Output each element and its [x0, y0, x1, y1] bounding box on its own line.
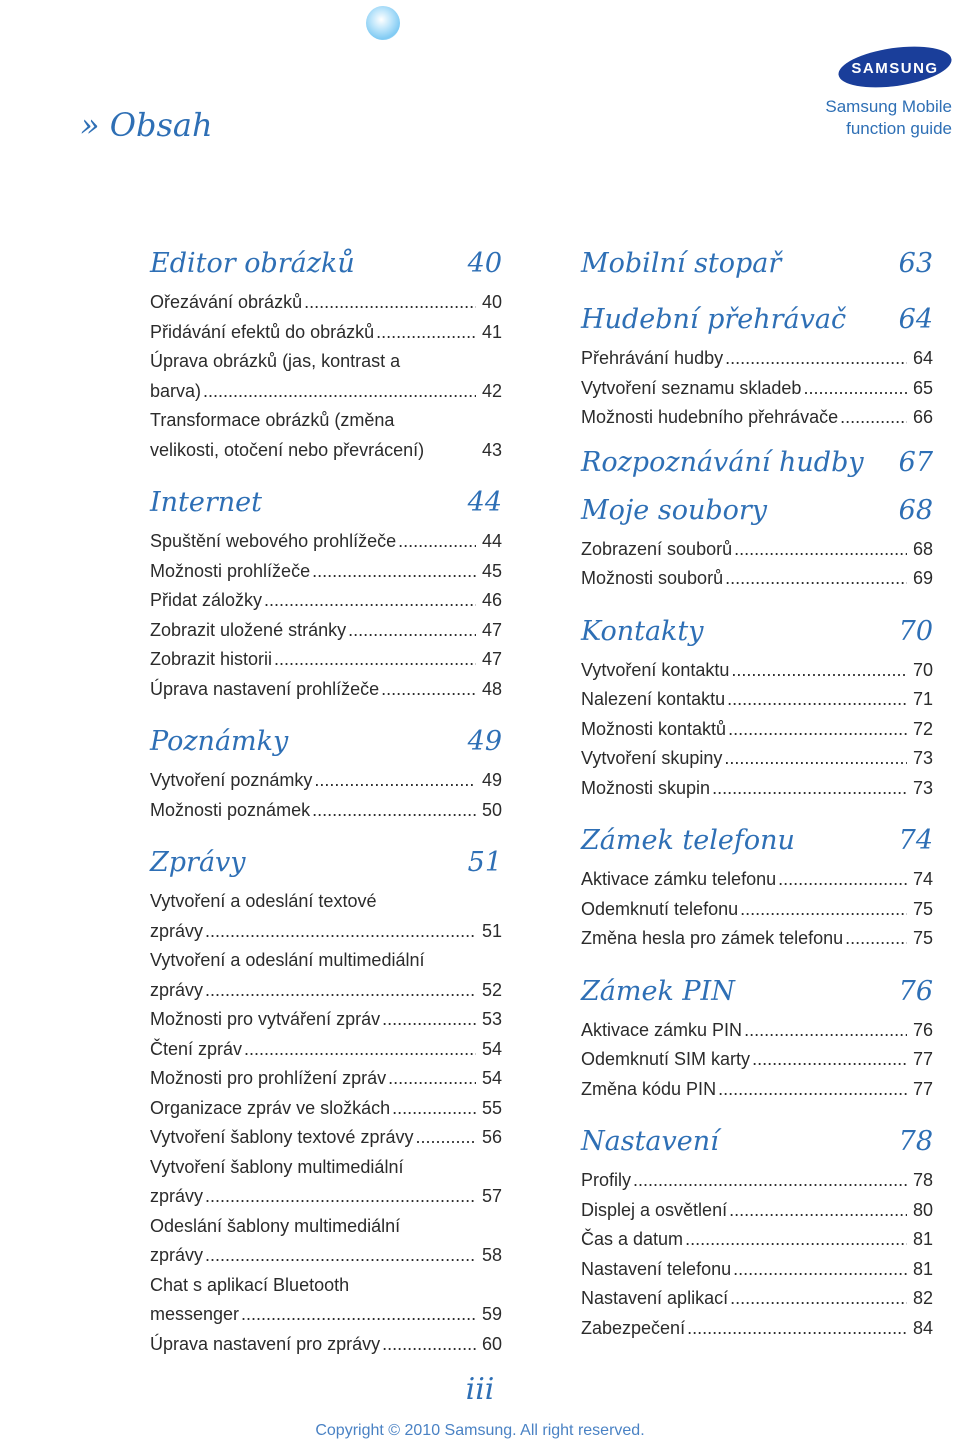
entry-page: 46	[481, 590, 502, 610]
entry-text: velikosti, otočení nebo převrácení)	[150, 439, 425, 460]
entry-page: 52	[481, 979, 502, 1000]
entry-page: 68	[912, 538, 933, 559]
entry-page: 54	[481, 1068, 502, 1088]
toc-entry[interactable]	[581, 564, 933, 594]
entry-page: 47	[481, 619, 502, 640]
entry-text: Chat s aplikací Bluetooth	[150, 1274, 350, 1295]
section-page: 70	[898, 615, 933, 647]
leader-dots	[778, 865, 907, 895]
toc-entry[interactable]	[581, 744, 933, 774]
entry-line	[150, 1005, 502, 1035]
entry-line	[581, 774, 933, 804]
toc-left-column	[150, 246, 502, 1359]
leader-dots	[733, 1255, 907, 1285]
toc-entry[interactable]	[581, 1045, 933, 1075]
entry-page: 82	[912, 1288, 933, 1308]
section-page: 40	[467, 248, 502, 279]
entry-line	[150, 766, 502, 796]
entry-text: Možnosti skupin	[581, 777, 711, 798]
entry-line	[150, 1123, 502, 1153]
entry-page: 74	[912, 869, 933, 889]
leader-dots	[388, 1064, 476, 1094]
toc-section	[150, 485, 502, 704]
toc-entry[interactable]	[581, 403, 933, 433]
entry-line	[150, 796, 502, 826]
toc-entry[interactable]	[150, 1064, 502, 1094]
entry-text: Spuštění webového prohlížeče	[150, 531, 397, 551]
entry-page: 75	[912, 928, 933, 948]
entry-text: Změna hesla pro zámek telefonu	[581, 928, 844, 948]
toc-entry[interactable]	[150, 347, 502, 406]
toc-entry[interactable]	[581, 1225, 933, 1255]
logo-text: SAMSUNG	[851, 60, 939, 77]
entry-text: Možnosti kontaktů	[581, 718, 727, 739]
toc-entry[interactable]	[581, 715, 933, 745]
leader-dots	[724, 744, 907, 774]
leader-dots	[382, 1005, 476, 1035]
entry-text: Odemknutí telefonu	[581, 898, 739, 919]
section-heading[interactable]	[581, 1124, 933, 1160]
leader-dots	[264, 586, 476, 616]
leader-dots	[728, 715, 907, 745]
entry-line	[150, 557, 502, 587]
entry-page: 48	[481, 678, 502, 699]
entry-text: Přidat záložky	[150, 590, 263, 610]
entry-page: 45	[481, 560, 502, 581]
entry-text: Zobrazení souborů	[581, 538, 733, 559]
section-title: Zámek PIN	[581, 975, 735, 1007]
section-page: 51	[467, 847, 502, 878]
entry-page: 57	[481, 1186, 502, 1206]
entry-line	[581, 895, 933, 925]
entry-line	[581, 374, 933, 404]
toc-entry[interactable]	[581, 374, 933, 404]
section-heading[interactable]	[581, 246, 933, 282]
entry-text: zprávy	[150, 1245, 204, 1265]
section-heading[interactable]	[581, 302, 933, 338]
toc-entry[interactable]	[150, 1212, 502, 1271]
entry-page: 77	[912, 1078, 933, 1099]
leader-dots	[203, 377, 476, 407]
section-heading[interactable]	[150, 724, 502, 760]
entry-text: Aktivace zámku telefonu	[581, 869, 777, 889]
section-title: Editor obrázků	[150, 248, 355, 279]
toc-entry[interactable]	[150, 766, 502, 796]
entry-text: Možnosti poznámek	[150, 799, 311, 820]
toc-entry[interactable]	[581, 535, 933, 565]
entry-line	[581, 685, 933, 715]
entry-page: 75	[912, 898, 933, 919]
page-number: iii	[465, 1372, 495, 1407]
toc-entry[interactable]	[581, 1016, 933, 1046]
copyright: Copyright © 2010 Samsung. All right reserved.	[315, 1422, 645, 1439]
entry-page: 49	[481, 770, 502, 790]
entry-page: 51	[481, 920, 502, 941]
entry-text: Nalezení kontaktu	[581, 689, 726, 709]
toc-entry[interactable]	[150, 318, 502, 348]
toc-section	[581, 823, 933, 954]
toc-entry[interactable]	[150, 645, 502, 675]
toc-section	[581, 614, 933, 804]
leader-dots	[381, 675, 476, 705]
entry-page: 50	[481, 799, 502, 820]
section-title: Mobilní stopař	[581, 248, 782, 279]
toc-section	[150, 246, 502, 465]
leader-dots	[205, 917, 476, 947]
section-page: 67	[898, 446, 933, 478]
entry-text: Vytvoření kontaktu	[581, 659, 730, 680]
entry-line	[581, 656, 933, 686]
leader-dots	[304, 288, 476, 318]
toc-entry[interactable]	[150, 1153, 502, 1212]
entry-page: 76	[912, 1019, 933, 1040]
entry-page: 60	[481, 1333, 502, 1354]
entry-text: Zobrazit historii	[150, 649, 273, 669]
toc-entry[interactable]	[581, 1255, 933, 1285]
section-page: 49	[467, 726, 502, 757]
entry-page: 53	[481, 1009, 502, 1029]
guide-label	[825, 96, 952, 140]
entry-line	[150, 1064, 502, 1094]
entry-text: Displej a osvětlení	[581, 1199, 728, 1220]
section-heading[interactable]	[150, 845, 502, 881]
toc-entry[interactable]	[581, 1075, 933, 1105]
leader-dots	[744, 1016, 907, 1046]
leader-dots	[687, 1314, 907, 1344]
entry-line	[581, 924, 933, 954]
entry-page: 80	[912, 1199, 933, 1220]
entry-page: 81	[912, 1229, 933, 1249]
toc-entry[interactable]	[150, 1094, 502, 1124]
toc-section	[150, 845, 502, 1359]
entry-text: Možnosti pro prohlížení zpráv	[150, 1068, 387, 1088]
leader-dots	[725, 564, 907, 594]
leader-dots	[348, 616, 476, 646]
page-title: » Obsah	[80, 106, 213, 144]
leader-dots	[244, 1035, 476, 1065]
toc-entry[interactable]	[581, 774, 933, 804]
leader-dots	[734, 535, 907, 565]
entry-text: Vytvoření skupiny	[581, 748, 723, 768]
entry-line	[150, 436, 502, 466]
leader-dots	[392, 1094, 476, 1124]
leader-dots	[718, 1075, 907, 1105]
entry-line	[581, 403, 933, 433]
entry-page: 43	[481, 439, 502, 460]
leader-dots	[205, 1182, 476, 1212]
entry-line	[150, 616, 502, 646]
entry-line	[581, 1196, 933, 1226]
leader-dots	[685, 1225, 907, 1255]
entry-line	[150, 1241, 502, 1271]
entry-page: 78	[912, 1170, 933, 1190]
entry-line	[581, 1075, 933, 1105]
entry-line	[581, 865, 933, 895]
section-heading[interactable]	[581, 493, 933, 529]
leader-dots	[752, 1045, 907, 1075]
section-title: Poznámky	[150, 726, 289, 757]
entry-line	[581, 744, 933, 774]
toc-entry[interactable]	[581, 1314, 933, 1344]
toc-section	[581, 974, 933, 1105]
entry-text: Ořezávání obrázků	[150, 292, 303, 312]
entry-page: 69	[912, 568, 933, 588]
entry-line	[150, 1035, 502, 1065]
entry-text: Možnosti souborů	[581, 568, 724, 588]
entry-page: 47	[481, 649, 502, 669]
section-page: 63	[898, 248, 933, 279]
entry-line-wrap	[150, 1212, 502, 1242]
entry-line-wrap	[150, 946, 502, 976]
section-page: 68	[898, 494, 933, 526]
leader-dots	[731, 656, 907, 686]
entry-text: Vytvoření šablony textové zprávy	[150, 1127, 414, 1147]
toc-section	[581, 493, 933, 594]
entry-page: 73	[912, 777, 933, 798]
entry-text: Úprava nastavení pro zprávy	[150, 1333, 381, 1354]
entry-line	[581, 1255, 933, 1285]
leader-dots	[314, 766, 476, 796]
entry-line	[581, 564, 933, 594]
section-heading[interactable]	[150, 485, 502, 521]
entry-page: 84	[912, 1317, 933, 1338]
entry-text: Vytvoření a odeslání multimediální	[150, 950, 425, 970]
entry-line	[581, 1225, 933, 1255]
entry-line	[150, 976, 502, 1006]
section-heading[interactable]	[581, 445, 933, 481]
entry-page: 64	[912, 348, 933, 368]
leader-dots	[205, 1241, 476, 1271]
section-title: Moje soubory	[581, 494, 768, 526]
toc-entry[interactable]	[150, 1271, 502, 1330]
entry-line	[150, 645, 502, 675]
entry-text: Nastavení aplikací	[581, 1288, 729, 1308]
leader-dots	[312, 557, 476, 587]
entry-text: Profily	[581, 1170, 632, 1190]
entry-line	[581, 535, 933, 565]
decorative-bubble	[366, 6, 400, 40]
entry-line	[150, 318, 502, 348]
section-title: Kontakty	[581, 615, 704, 647]
section-heading[interactable]	[581, 974, 933, 1010]
toc-entry[interactable]	[150, 616, 502, 646]
entry-page: 73	[912, 748, 933, 768]
toc-entry[interactable]	[581, 344, 933, 374]
entry-text: Odeslání šablony multimediální	[150, 1215, 401, 1236]
entry-page: 44	[481, 531, 502, 551]
section-page: 76	[898, 975, 933, 1007]
section-title: Zámek telefonu	[581, 825, 795, 856]
entry-text: barva)	[150, 380, 202, 401]
samsung-logo	[836, 46, 954, 88]
entry-line-wrap	[150, 1153, 502, 1183]
toc-section	[150, 724, 502, 825]
entry-text: messenger	[150, 1304, 240, 1324]
entry-page: 66	[912, 407, 933, 427]
entry-line	[581, 1166, 933, 1196]
entry-page: 72	[912, 718, 933, 739]
toc-section	[581, 445, 933, 481]
entry-line-wrap	[150, 406, 502, 436]
entry-text: Odemknutí SIM karty	[581, 1049, 751, 1069]
entry-text: Přehrávání hudby	[581, 348, 724, 368]
section-title: Zprávy	[150, 847, 246, 878]
toc-section	[581, 1124, 933, 1343]
entry-page: 65	[912, 377, 933, 398]
leader-dots	[274, 645, 476, 675]
entry-text: Zobrazit uložené stránky	[150, 619, 347, 640]
entry-text: Vytvoření seznamu skladeb	[581, 377, 802, 398]
entry-text: Nastavení telefonu	[581, 1258, 732, 1279]
toc-entry[interactable]	[150, 1123, 502, 1153]
entry-page: 42	[481, 380, 502, 401]
entry-line	[150, 527, 502, 557]
section-page: 74	[898, 825, 933, 856]
toc-section	[581, 302, 933, 433]
entry-page: 71	[912, 689, 933, 709]
leader-dots	[415, 1123, 476, 1153]
entry-text: Možnosti hudebního přehrávače	[581, 407, 839, 427]
leader-dots	[740, 895, 907, 925]
section-title: Rozpoznávání hudby	[581, 446, 864, 478]
leader-dots	[633, 1166, 907, 1196]
entry-text: Čas a datum	[581, 1229, 684, 1249]
entry-page: 40	[481, 292, 502, 312]
entry-line	[150, 675, 502, 705]
entry-text: Zabezpečení	[581, 1317, 686, 1338]
entry-text: zprávy	[150, 920, 204, 941]
entry-page: 55	[481, 1097, 502, 1118]
leader-dots	[712, 774, 907, 804]
toc-entry[interactable]	[581, 1166, 933, 1196]
section-page: 78	[898, 1126, 933, 1157]
section-title: Hudební přehrávač	[581, 304, 847, 335]
toc-entry[interactable]	[581, 1284, 933, 1314]
entry-text: Vytvoření a odeslání textové	[150, 891, 377, 911]
toc-entry[interactable]	[150, 887, 502, 946]
toc-entry[interactable]	[150, 288, 502, 318]
leader-dots	[729, 1196, 907, 1226]
section-heading[interactable]	[150, 246, 502, 282]
entry-text: zprávy	[150, 1186, 204, 1206]
entry-text: Úprava nastavení prohlížeče	[150, 678, 380, 699]
entry-text: Přidávání efektů do obrázků	[150, 321, 375, 342]
section-title: Internet	[150, 487, 263, 518]
toc-entry[interactable]	[581, 656, 933, 686]
entry-page: 41	[481, 321, 502, 342]
entry-line	[150, 1330, 502, 1360]
leader-dots	[205, 976, 476, 1006]
guide-line-1: Samsung Mobile	[825, 97, 952, 116]
leader-dots	[730, 1284, 907, 1314]
toc-entry[interactable]	[581, 685, 933, 715]
leader-dots	[803, 374, 907, 404]
entry-line	[150, 917, 502, 947]
entry-line	[581, 344, 933, 374]
entry-line-wrap	[150, 1271, 502, 1301]
entry-line	[150, 1182, 502, 1212]
section-title: Nastavení	[581, 1126, 719, 1157]
entry-page: 54	[481, 1038, 502, 1059]
entry-line-wrap	[150, 347, 502, 377]
entry-text: Čtení zpráv	[150, 1038, 243, 1059]
toc-entry[interactable]	[150, 675, 502, 705]
entry-text: zprávy	[150, 979, 204, 1000]
leader-dots	[725, 344, 907, 374]
toc-entry[interactable]	[150, 586, 502, 616]
leader-dots	[241, 1300, 476, 1330]
entry-page: 77	[912, 1049, 933, 1069]
entry-page: 59	[481, 1304, 502, 1324]
section-heading[interactable]	[581, 614, 933, 650]
toc-entry[interactable]	[581, 895, 933, 925]
leader-dots	[382, 1330, 476, 1360]
leader-dots	[845, 924, 907, 954]
entry-text: Možnosti prohlížeče	[150, 560, 311, 581]
toc-right-column	[581, 246, 933, 1343]
section-page: 44	[467, 487, 502, 518]
entry-text: Transformace obrázků (změna	[150, 410, 395, 430]
entry-text: Možnosti pro vytváření zpráv	[150, 1009, 381, 1029]
toc-entry[interactable]	[581, 924, 933, 954]
entry-line-wrap	[150, 887, 502, 917]
entry-line	[150, 1094, 502, 1124]
entry-line	[150, 377, 502, 407]
leader-dots	[727, 685, 907, 715]
entry-line	[150, 1300, 502, 1330]
toc-entry[interactable]	[150, 1035, 502, 1065]
guide-line-2: function guide	[846, 119, 952, 138]
entry-text: Úprava obrázků (jas, kontrast a	[150, 351, 401, 371]
entry-page: 70	[912, 659, 933, 680]
entry-text: Vytvoření poznámky	[150, 770, 313, 790]
entry-line	[581, 1284, 933, 1314]
toc-entry[interactable]	[150, 946, 502, 1005]
leader-dots	[398, 527, 476, 557]
section-page: 64	[898, 304, 933, 335]
toc-entry[interactable]	[150, 1330, 502, 1360]
entry-line	[150, 288, 502, 318]
toc-entry[interactable]	[581, 1196, 933, 1226]
entry-page: 58	[481, 1245, 502, 1265]
entry-text: Vytvoření šablony multimediální	[150, 1156, 404, 1177]
entry-line	[581, 715, 933, 745]
toc-entry[interactable]	[150, 527, 502, 557]
leader-dots	[312, 796, 476, 826]
entry-line	[150, 586, 502, 616]
entry-line	[581, 1016, 933, 1046]
toc-entry[interactable]	[150, 406, 502, 465]
entry-text: Změna kódu PIN	[581, 1078, 717, 1099]
entry-line	[581, 1314, 933, 1344]
toc-entry[interactable]	[581, 865, 933, 895]
leader-dots	[840, 403, 907, 433]
entry-page: 81	[912, 1258, 933, 1279]
leader-dots	[376, 318, 476, 348]
entry-text: Aktivace zámku PIN	[581, 1019, 743, 1040]
toc-entry[interactable]	[150, 1005, 502, 1035]
entry-page: 56	[481, 1127, 502, 1147]
entry-line	[581, 1045, 933, 1075]
toc-section	[581, 246, 933, 282]
toc-entry[interactable]	[150, 796, 502, 826]
entry-text: Organizace zpráv ve složkách	[150, 1097, 391, 1118]
section-heading[interactable]	[581, 823, 933, 859]
toc-entry[interactable]	[150, 557, 502, 587]
